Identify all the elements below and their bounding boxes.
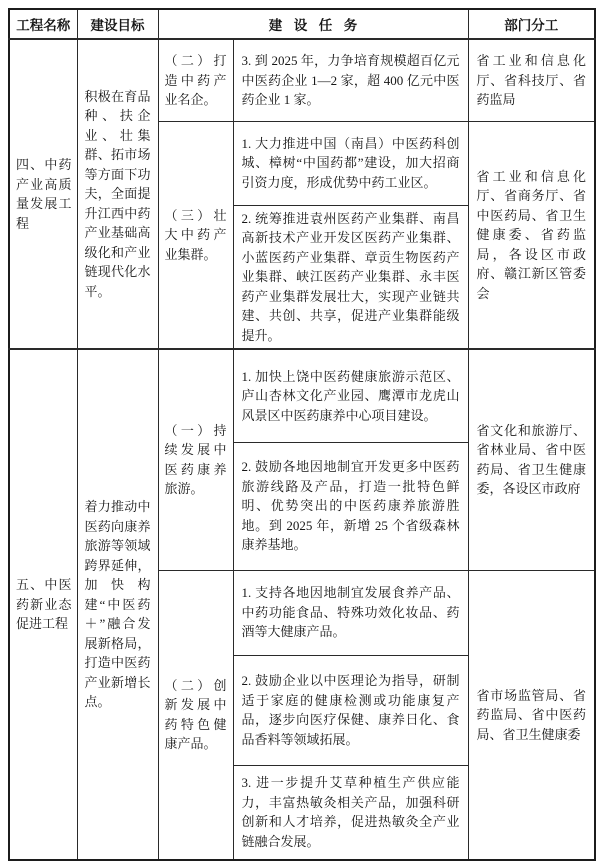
- goal-cell: 积极在育品种、扶企业、壮集群、拓市场等方面下功夫，全面提升江西中药产业基础高级化和产业链现代化水平。: [77, 39, 158, 349]
- project-tasks-table: [8, 8, 596, 861]
- header-project-name: 工程名称: [9, 9, 77, 39]
- task-cell: 2. 鼓励各地因地制宜开发更多中医药旅游线路及产品，打造一批特色鲜明、优势突出的中医药康养旅游胜地。到 2025 年，新增 25 个省级森林康养基地。: [233, 442, 468, 570]
- subgoal-cell: （三）壮大中药产业集群。: [158, 121, 233, 349]
- task-cell: 3. 到 2025 年，力争培育规模超百亿元中医药企业 1—2 家，超 400 亿元中医药企业 1 家。: [233, 39, 468, 121]
- project-name-cell: 五、中医药新业态促进工程: [9, 349, 77, 860]
- task-cell: 1. 支持各地因地制宜发展食养产品、中药功能食品、特殊功效化妆品、药酒等大健康产品。: [233, 570, 468, 655]
- departments-cell: 省工业和信息化厅、省科技厅、省药监局: [468, 39, 595, 121]
- project-name-cell: 四、中药产业高质量发展工程: [9, 39, 77, 349]
- header-row: [9, 9, 595, 39]
- task-cell: 2. 统筹推进袁州医药产业集群、南昌高新技术产业开发区医药产业集群、小蓝医药产业集群、章贡生物医药产业集群、峡江医药产业集群、永丰医药产业集群发展壮大，实现产业链共建、共创、共享，促进产业集群能级提升。: [233, 205, 468, 349]
- task-cell: 1. 加快上饶中医药健康旅游示范区、庐山杏林文化产业园、鹰潭市龙虎山风景区中医药康养中心项目建设。: [233, 349, 468, 442]
- departments-cell: 省工业和信息化厅、省商务厅、省中医药局、省卫生健康委、省药监局，各设区市政府、赣江新区管委会: [468, 121, 595, 349]
- departments-cell: 省文化和旅游厅、省林业局、省中医药局、省卫生健康委，各设区市政府: [468, 349, 595, 570]
- subgoal-cell: （二）打造中药产业名企。: [158, 39, 233, 121]
- table-row: [9, 39, 595, 121]
- header-departments: 部门分工: [468, 9, 595, 39]
- task-cell: 3. 进一步提升艾草种植生产供应能力，丰富热敏灸相关产品，加强科研创新和人才培养，促进热敏灸全产业链融合发展。: [233, 765, 468, 860]
- subgoal-cell: （一）持续发展中医药康养旅游。: [158, 349, 233, 570]
- header-goal: 建设目标: [77, 9, 158, 39]
- header-tasks: 建设任务: [158, 9, 468, 39]
- departments-cell: 省市场监管局、省药监局、省中医药局、省卫生健康委: [468, 570, 595, 860]
- goal-cell: 着力推动中医药向康养旅游等领域跨界延伸，加快构建“中医药＋”融合发展新格局，打造中医药产业新增长点。: [77, 349, 158, 860]
- table-row: [9, 349, 595, 442]
- task-cell: 2. 鼓励企业以中医理论为指导，研制适于家庭的健康检测或功能康复产品，逐步向医疗保健、康养日化、食品香料等领域拓展。: [233, 655, 468, 765]
- task-cell: 1. 大力推进中国（南昌）中医药科创城、樟树“中国药都”建设，加大招商引资力度，形成优势中药工业区。: [233, 121, 468, 205]
- subgoal-cell: （二）创新发展中药特色健康产品。: [158, 570, 233, 860]
